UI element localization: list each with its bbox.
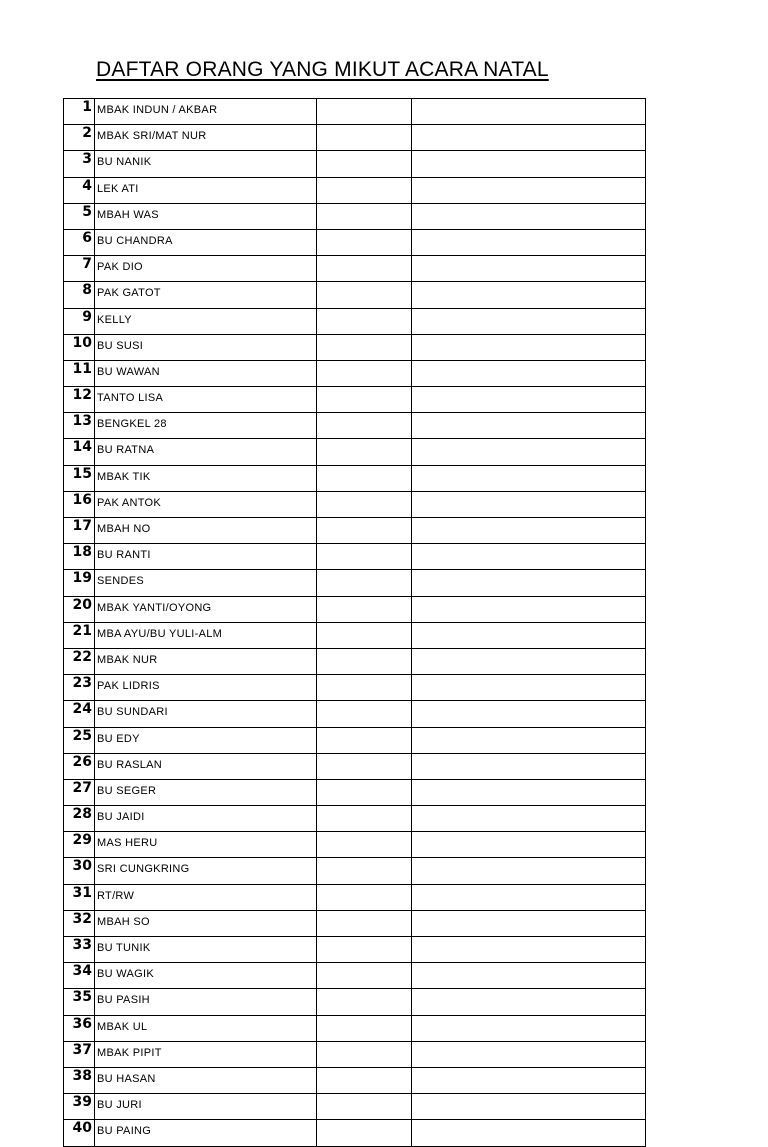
table-row — [64, 177, 646, 203]
blank-cell — [412, 596, 646, 622]
blank-cell — [412, 229, 646, 255]
blank-cell — [412, 99, 646, 125]
row-number: 2 — [64, 125, 95, 151]
blank-cell — [317, 858, 412, 884]
attendee-name: TANTO LISA — [95, 387, 317, 413]
blank-cell — [412, 622, 646, 648]
blank-cell — [317, 544, 412, 570]
table-row — [64, 1094, 646, 1120]
row-number: 17 — [64, 518, 95, 544]
attendee-name: BU NANIK — [95, 151, 317, 177]
blank-cell — [317, 229, 412, 255]
row-number: 15 — [64, 465, 95, 491]
blank-cell — [412, 832, 646, 858]
blank-cell — [317, 491, 412, 517]
blank-cell — [317, 177, 412, 203]
row-number: 33 — [64, 937, 95, 963]
row-number: 32 — [64, 910, 95, 936]
blank-cell — [412, 701, 646, 727]
attendee-name: LEK ATI — [95, 177, 317, 203]
table-row — [64, 491, 646, 517]
blank-cell — [412, 753, 646, 779]
table-row — [64, 648, 646, 674]
attendee-name: BU RATNA — [95, 439, 317, 465]
attendee-name: PAK LIDRIS — [95, 675, 317, 701]
attendee-name: BU CHANDRA — [95, 229, 317, 255]
blank-cell — [317, 910, 412, 936]
attendee-name: BU PAING — [95, 1120, 317, 1146]
attendee-name: MBAK NUR — [95, 648, 317, 674]
row-number: 1 — [64, 99, 95, 125]
row-number: 37 — [64, 1041, 95, 1067]
blank-cell — [412, 806, 646, 832]
blank-cell — [412, 203, 646, 229]
row-number: 11 — [64, 360, 95, 386]
table-row — [64, 884, 646, 910]
row-number: 20 — [64, 596, 95, 622]
attendee-name: BU WAGIK — [95, 963, 317, 989]
blank-cell — [317, 596, 412, 622]
table-row — [64, 622, 646, 648]
blank-cell — [317, 203, 412, 229]
row-number: 31 — [64, 884, 95, 910]
blank-cell — [317, 413, 412, 439]
table-row — [64, 701, 646, 727]
attendee-name: MBAK YANTI/OYONG — [95, 596, 317, 622]
table-row — [64, 779, 646, 805]
row-number: 22 — [64, 648, 95, 674]
blank-cell — [412, 256, 646, 282]
table-row — [64, 387, 646, 413]
row-number: 10 — [64, 334, 95, 360]
table-row — [64, 99, 646, 125]
blank-cell — [412, 648, 646, 674]
attendee-name: RT/RW — [95, 884, 317, 910]
attendee-name: PAK ANTOK — [95, 491, 317, 517]
table-row — [64, 910, 646, 936]
blank-cell — [412, 125, 646, 151]
row-number: 18 — [64, 544, 95, 570]
blank-cell — [317, 779, 412, 805]
table-row — [64, 989, 646, 1015]
attendee-name: PAK GATOT — [95, 282, 317, 308]
blank-cell — [317, 308, 412, 334]
row-number: 7 — [64, 256, 95, 282]
blank-cell — [412, 439, 646, 465]
blank-cell — [412, 413, 646, 439]
blank-cell — [412, 727, 646, 753]
blank-cell — [412, 491, 646, 517]
blank-cell — [317, 963, 412, 989]
row-number: 3 — [64, 151, 95, 177]
attendee-table-body — [64, 99, 646, 1147]
blank-cell — [317, 753, 412, 779]
attendee-name: BU SUSI — [95, 334, 317, 360]
blank-cell — [412, 1015, 646, 1041]
table-row — [64, 1041, 646, 1067]
blank-cell — [412, 963, 646, 989]
table-row — [64, 753, 646, 779]
row-number: 39 — [64, 1094, 95, 1120]
blank-cell — [412, 1094, 646, 1120]
attendee-name: BU WAWAN — [95, 360, 317, 386]
row-number: 24 — [64, 701, 95, 727]
blank-cell — [317, 832, 412, 858]
blank-cell — [317, 334, 412, 360]
attendee-name: PAK DIO — [95, 256, 317, 282]
attendee-name: MBAK TIK — [95, 465, 317, 491]
attendee-name: MBAK PIPIT — [95, 1041, 317, 1067]
blank-cell — [317, 1067, 412, 1093]
row-number: 23 — [64, 675, 95, 701]
attendee-name: BU RASLAN — [95, 753, 317, 779]
attendee-name: BU JURI — [95, 1094, 317, 1120]
attendee-name: MBAK INDUN / AKBAR — [95, 99, 317, 125]
table-row — [64, 282, 646, 308]
attendee-name: BU HASAN — [95, 1067, 317, 1093]
blank-cell — [412, 884, 646, 910]
blank-cell — [317, 806, 412, 832]
row-number: 6 — [64, 229, 95, 255]
row-number: 38 — [64, 1067, 95, 1093]
blank-cell — [412, 151, 646, 177]
blank-cell — [412, 570, 646, 596]
row-number: 8 — [64, 282, 95, 308]
blank-cell — [412, 910, 646, 936]
table-row — [64, 439, 646, 465]
blank-cell — [317, 570, 412, 596]
blank-cell — [412, 518, 646, 544]
blank-cell — [317, 465, 412, 491]
blank-cell — [412, 1067, 646, 1093]
row-number: 26 — [64, 753, 95, 779]
row-number: 29 — [64, 832, 95, 858]
attendee-name: SRI CUNGKRING — [95, 858, 317, 884]
blank-cell — [317, 1094, 412, 1120]
blank-cell — [317, 387, 412, 413]
attendee-name: BU JAIDI — [95, 806, 317, 832]
blank-cell — [412, 989, 646, 1015]
row-number: 5 — [64, 203, 95, 229]
table-row — [64, 675, 646, 701]
attendee-name: BU RANTI — [95, 544, 317, 570]
blank-cell — [412, 937, 646, 963]
blank-cell — [317, 648, 412, 674]
blank-cell — [317, 727, 412, 753]
blank-cell — [317, 282, 412, 308]
attendee-name: MBA AYU/BU YULI-ALM — [95, 622, 317, 648]
table-row — [64, 544, 646, 570]
table-row — [64, 806, 646, 832]
row-number: 13 — [64, 413, 95, 439]
attendee-table — [63, 98, 646, 1147]
blank-cell — [317, 989, 412, 1015]
blank-cell — [317, 125, 412, 151]
attendee-name: BU SUNDARI — [95, 701, 317, 727]
table-row — [64, 413, 646, 439]
attendee-name: MAS HERU — [95, 832, 317, 858]
attendee-name: MBAK SRI/MAT NUR — [95, 125, 317, 151]
row-number: 27 — [64, 779, 95, 805]
blank-cell — [317, 360, 412, 386]
blank-cell — [317, 439, 412, 465]
table-row — [64, 596, 646, 622]
attendee-name: MBAK UL — [95, 1015, 317, 1041]
row-number: 35 — [64, 989, 95, 1015]
row-number: 19 — [64, 570, 95, 596]
document-title: DAFTAR ORANG YANG MIKUT ACARA NATAL — [96, 58, 549, 81]
table-row — [64, 1120, 646, 1146]
table-row — [64, 937, 646, 963]
table-row — [64, 360, 646, 386]
attendee-name: BENGKEL 28 — [95, 413, 317, 439]
row-number: 16 — [64, 491, 95, 517]
table-row — [64, 1015, 646, 1041]
row-number: 25 — [64, 727, 95, 753]
blank-cell — [317, 937, 412, 963]
blank-cell — [317, 884, 412, 910]
attendee-name: BU SEGER — [95, 779, 317, 805]
blank-cell — [412, 858, 646, 884]
row-number: 34 — [64, 963, 95, 989]
table-row — [64, 570, 646, 596]
blank-cell — [317, 99, 412, 125]
table-row — [64, 727, 646, 753]
blank-cell — [317, 675, 412, 701]
row-number: 36 — [64, 1015, 95, 1041]
blank-cell — [412, 334, 646, 360]
attendee-name: MBAH WAS — [95, 203, 317, 229]
blank-cell — [412, 308, 646, 334]
table-row — [64, 465, 646, 491]
table-row — [64, 308, 646, 334]
row-number: 4 — [64, 177, 95, 203]
table-row — [64, 1067, 646, 1093]
blank-cell — [412, 544, 646, 570]
table-row — [64, 963, 646, 989]
table-row — [64, 832, 646, 858]
attendee-name: BU EDY — [95, 727, 317, 753]
blank-cell — [412, 360, 646, 386]
blank-cell — [412, 387, 646, 413]
blank-cell — [317, 1041, 412, 1067]
blank-cell — [317, 1120, 412, 1146]
table-row — [64, 125, 646, 151]
attendee-name: BU TUNIK — [95, 937, 317, 963]
attendee-name: MBAH SO — [95, 910, 317, 936]
attendee-name: BU PASIH — [95, 989, 317, 1015]
blank-cell — [412, 779, 646, 805]
blank-cell — [412, 675, 646, 701]
blank-cell — [412, 177, 646, 203]
row-number: 21 — [64, 622, 95, 648]
blank-cell — [317, 151, 412, 177]
blank-cell — [317, 701, 412, 727]
row-number: 40 — [64, 1120, 95, 1146]
attendee-name: KELLY — [95, 308, 317, 334]
attendee-name: MBAH NO — [95, 518, 317, 544]
row-number: 30 — [64, 858, 95, 884]
row-number: 12 — [64, 387, 95, 413]
blank-cell — [412, 465, 646, 491]
blank-cell — [317, 256, 412, 282]
table-row — [64, 858, 646, 884]
row-number: 28 — [64, 806, 95, 832]
table-row — [64, 229, 646, 255]
table-row — [64, 203, 646, 229]
table-row — [64, 256, 646, 282]
row-number: 14 — [64, 439, 95, 465]
attendee-name: SENDES — [95, 570, 317, 596]
blank-cell — [412, 1120, 646, 1146]
blank-cell — [317, 1015, 412, 1041]
blank-cell — [412, 282, 646, 308]
table-row — [64, 518, 646, 544]
table-row — [64, 151, 646, 177]
blank-cell — [412, 1041, 646, 1067]
row-number: 9 — [64, 308, 95, 334]
blank-cell — [317, 622, 412, 648]
table-row — [64, 334, 646, 360]
blank-cell — [317, 518, 412, 544]
